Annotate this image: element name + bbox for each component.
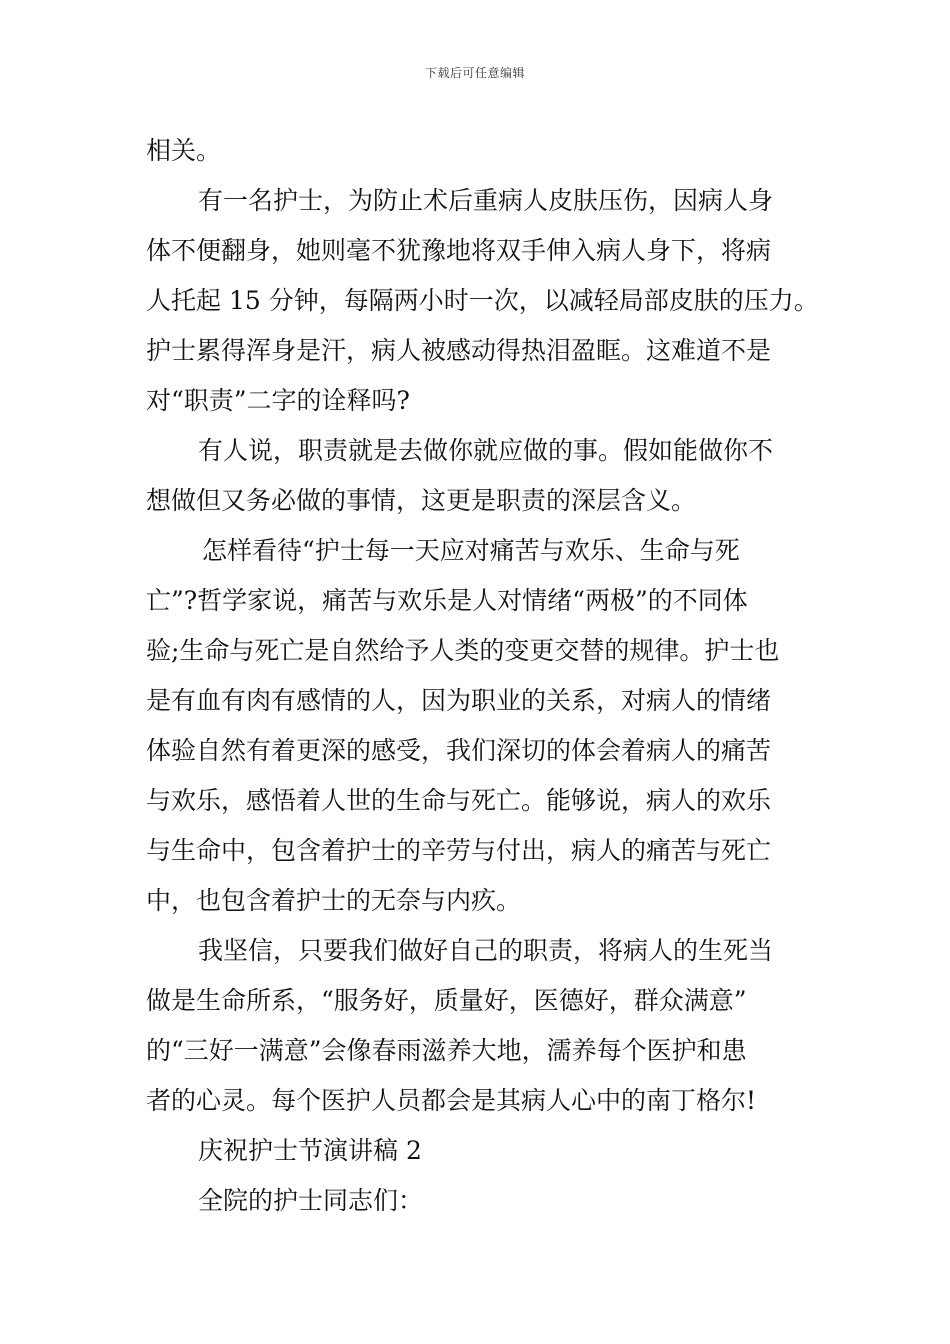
- text-line: 相关。: [146, 136, 222, 165]
- text-line: 中，也包含着护士的无奈与内疚。: [146, 886, 522, 915]
- document-body: [146, 126, 819, 1226]
- text-line: 想做但又务必做的事情，这更是职责的深层含义。: [146, 486, 697, 515]
- text-line: 与生命中，包含着护士的辛劳与付出，病人的痛苦与死亡: [146, 836, 772, 865]
- text-line: 者的心灵。每个医护人员都会是其病人心中的南丁格尔!: [146, 1086, 757, 1115]
- text-line: 是有血有肉有感情的人，因为职业的关系，对病人的情绪: [146, 686, 772, 715]
- text-line: 体验自然有着更深的感受，我们深切的体会着病人的痛苦: [146, 736, 772, 765]
- text-line: 亡”?哲学家说，痛苦与欢乐是人对情绪“两极”的不同体: [146, 586, 748, 615]
- paragraph-first-line: 有人说，职责就是去做你就应做的事。假如能做你不: [198, 436, 774, 465]
- salutation: 全院的护士同志们：: [198, 1186, 424, 1215]
- text-line: 体不便翻身，她则毫不犹豫地将双手伸入病人身下，将病: [146, 236, 772, 265]
- page-header: 下载后可任意编辑: [424, 66, 525, 80]
- paragraph-first-line: 我坚信，只要我们做好自己的职责，将病人的生死当: [198, 936, 774, 965]
- paragraph-first-line: 有一名护士，为防止术后重病人皮肤压伤，因病人身: [198, 186, 774, 215]
- text-line: 的“三好一满意”会像春雨滋养大地，濡养每个医护和患: [146, 1036, 747, 1065]
- section-title: 庆祝护士节演讲稿 2: [198, 1136, 422, 1165]
- text-line: 与欢乐，感悟着人世的生命与死亡。能够说，病人的欢乐: [146, 786, 772, 815]
- text-line: 验;生命与死亡是自然给予人类的变更交替的规律。护士也: [146, 636, 780, 665]
- text-line: 做是生命所系，“服务好，质量好，医德好，群众满意”: [146, 986, 747, 1015]
- paragraph-first-line: 怎样看待“护士每一天应对痛苦与欢乐、生命与死: [202, 536, 740, 565]
- text-line: 护士累得浑身是汗，病人被感动得热泪盈眶。这难道不是: [146, 336, 772, 365]
- text-line: 人托起 15 分钟，每隔两小时一次，以减轻局部皮肤的压力。: [146, 286, 819, 315]
- text-line: 对“职责”二字的诠释吗?: [146, 386, 410, 415]
